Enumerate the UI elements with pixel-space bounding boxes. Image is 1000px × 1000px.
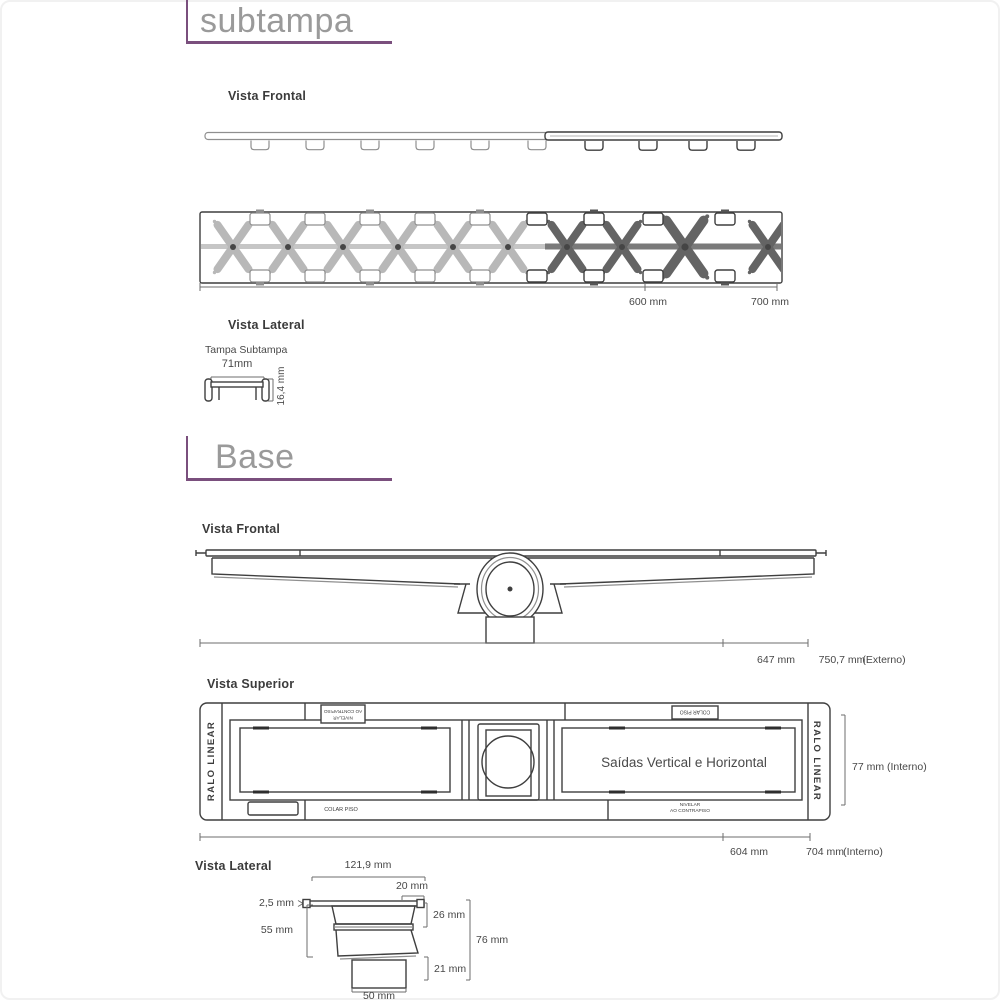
subtampa-profile-legs [219, 387, 256, 400]
base-top-dimension [200, 833, 883, 858]
subtampa-top-view-drawing [190, 200, 810, 320]
subtampa-side-view-heading: Vista Lateral [228, 318, 305, 332]
dim-76-line [466, 900, 470, 980]
subtampa-profile-bar [211, 382, 263, 387]
base-drain-outlet [477, 553, 543, 643]
subtampa-width-dim: 71mm [221, 358, 253, 370]
dim-1219: 121,9 mm [344, 859, 392, 871]
dim-55-line [307, 905, 313, 957]
sticker-colar-bottom: COLAR PISO [324, 807, 358, 813]
base-top-view-heading: Vista Superior [207, 677, 295, 691]
subtampa-front-view-heading: Vista Frontal [228, 89, 307, 103]
dim-21-line [424, 957, 428, 980]
base-dim-704: 704 mm [806, 846, 844, 858]
subtampa-dim-700: 700 mm [751, 296, 789, 308]
subtampa-section-title: subtampa [186, 0, 392, 44]
crosssection-outlet [352, 960, 406, 988]
sticker-colar-text: COLAR PISO [679, 708, 711, 715]
subtampa-length-dimension [200, 283, 789, 308]
base-front-view-heading: Vista Frontal [202, 522, 281, 536]
subtampa-height-dim: 16,4 mm [276, 366, 287, 406]
base-side-view-drawing [230, 857, 520, 1000]
base-section-title: Base [186, 436, 392, 481]
outlet-pipe [486, 617, 534, 643]
subtampa-dim-600: 600 mm [629, 296, 667, 308]
dim-77-interno: 77 mm (Interno) [852, 761, 927, 773]
drain-center-dot [508, 587, 513, 592]
subtampa-front-view-drawing [190, 122, 790, 167]
subtampa-width-dimline [211, 377, 264, 382]
height-dimline [841, 715, 845, 805]
subtampa-clip-tabs [251, 141, 755, 151]
base-dim-externo-note: (Externo) [862, 654, 906, 666]
dim-21: 21 mm [434, 963, 467, 975]
dim-20: 20 mm [395, 880, 429, 892]
brand-ralo-linear-left: RALO LINEAR [206, 720, 217, 802]
base-side-view-heading: Vista Lateral [195, 859, 272, 873]
dim-55: 55 mm [260, 924, 293, 936]
dim-26: 26 mm [433, 909, 466, 921]
base-dim-647: 647 mm [757, 654, 795, 666]
dim-76: 76 mm [476, 934, 509, 946]
sticker-nivelar-line2: AO CONTRAPISO [323, 709, 363, 714]
dim-25: 2,5 mm [258, 897, 294, 909]
sticker-nivelar-bottom-line1: NIVELAR [679, 803, 701, 808]
saidas-label: Saídas Vertical e Horizontal [601, 755, 767, 770]
base-dim-interno-note: (Interno) [843, 846, 883, 858]
base-front-dimension [200, 639, 906, 666]
base-dim-604: 604 mm [730, 846, 768, 858]
brand-ralo-linear-right: RALO LINEAR [811, 720, 822, 802]
dim-50: 50 mm [362, 990, 396, 1000]
crosssection-body [303, 900, 424, 989]
tampa-subtampa-caption: Tampa Subtampa [205, 344, 288, 356]
sticker-colar-top [680, 709, 711, 715]
subtampa-side-view-drawing [195, 370, 310, 418]
base-top-view-drawing [195, 698, 995, 860]
base-dim-7507: 750,7 mm [818, 654, 866, 666]
base-front-view-drawing [190, 545, 910, 670]
dim-25-arrow [298, 901, 303, 907]
sticker-nivelar-line1: NIVELAR [333, 715, 353, 721]
sticker-nivelar-bottom-line2: AO CONTRAPISO [670, 809, 710, 814]
